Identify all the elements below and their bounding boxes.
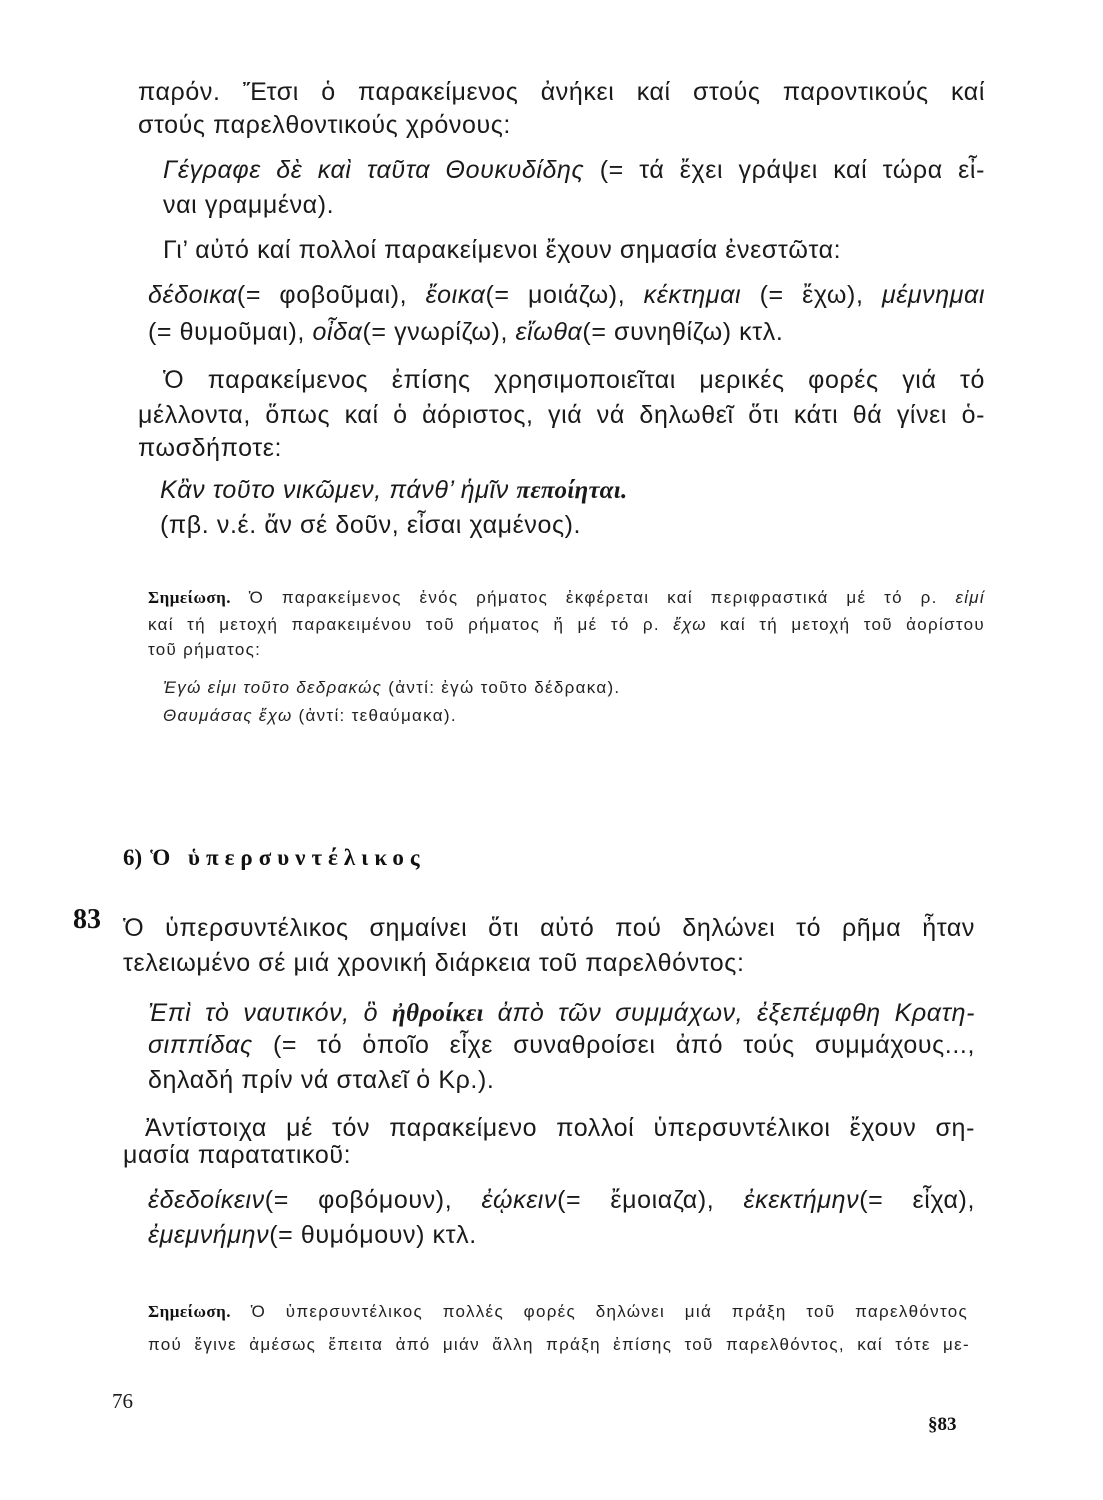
modern-greek-gloss: (= τά ἔχει γράψει καί τώρα εἶ- (599, 156, 985, 184)
modern-greek-gloss: (= τό ὁποῖο εἶχε συναθροίσει ἀπό τούς συμμάχους..., (272, 1031, 975, 1059)
perfect-note-line-1 (148, 587, 985, 609)
perfect-note-example-1 (163, 677, 620, 699)
future-use-line-3: πωσδήποτε: (138, 434, 283, 462)
ancient-greek-quote: Γέγραφε δὲ καὶ ταῦτα Θουκυδίδης (163, 156, 585, 184)
verb-gloss: (= ἔχω), (759, 281, 864, 309)
verb-form: ἐμεμνήμην (148, 1221, 270, 1249)
future-use-example (160, 475, 628, 506)
pluperfect-example-line-3: δηλαδή πρίν νά σταλεῖ ὁ Κρ.). (148, 1066, 495, 1094)
verb-form: οἶδα (312, 318, 363, 346)
paragraph-number: 83 (73, 904, 101, 935)
verb-gloss: (= γνωρίζω), (362, 318, 508, 346)
pluperfect-definition-line-1: Ὁ ὑπερσυντέλικος σημαίνει ὅτι αὐτό πού δηλώνει τό ρῆμα ἦταν (123, 914, 975, 942)
pluperfect-note-line-2: πού ἔγινε ἀμέσως ἔπειτα ἀπό μιάν ἄλλη πράξη ἐπίσης τοῦ παρελθόντος, καί τότε με- (148, 1335, 970, 1354)
present-meaning-intro: Γι’ αὐτό καί πολλοί παρακείμενοι ἔχουν σημασία ἐνεστῶτα: (163, 236, 842, 264)
pluperfect-example-line-1 (148, 998, 975, 1029)
future-use-comparison: (πβ. ν.έ. ἄν σέ δοῦν, εἶσαι χαμένος). (160, 511, 582, 539)
perfect-note-example-2 (163, 705, 457, 727)
perfect-example-line-2: ναι γραμμένα). (163, 191, 335, 219)
verb-gloss: (= φοβόμουν), (264, 1186, 453, 1214)
present-meaning-verbs-line-2 (148, 317, 783, 347)
note-label: Σημείωση. (148, 1302, 232, 1321)
verb-gloss: (= ἔμοιαζα), (557, 1186, 715, 1214)
verb-form: μέμνημαι (881, 281, 986, 309)
verb-form: εἴωθα (515, 318, 583, 346)
section-reference: §83 (928, 1414, 957, 1435)
note-text: Ὁ ὑπερσυντέλικος πολλές φορές δηλώνει μιά πράξη τοῦ παρελθόντος (250, 1302, 968, 1321)
ancient-greek-quote: Κἂν τοῦτο νικῶμεν, πάνθ’ ἡμῖν (160, 476, 509, 504)
section-number: 6) (123, 845, 143, 870)
verb-form: κέκτημαι (643, 281, 742, 309)
verb-form: ἔοικα (425, 281, 486, 309)
verb-gloss: (= συνηθίζω) κτλ. (582, 318, 784, 346)
perfect-note-line-2 (148, 614, 985, 636)
ancient-greek-quote: Ἐπὶ τὸ ναυτικόν, ὃ (148, 999, 379, 1027)
imperfect-meaning-verbs-line-2 (148, 1220, 477, 1250)
section-title: Ὁ ὑπερσυντέλικος (150, 845, 426, 870)
verb-gloss: (= θυμοῦμαι), (148, 318, 305, 346)
verb-gloss: (= θυμόμουν) κτλ. (269, 1221, 477, 1249)
imperfect-meaning-line-2: μασία παρατατικοῦ: (123, 1141, 352, 1169)
note-text: καί τή μετοχή παρακειμένου τοῦ ρήματος ἤ μέ τό ρ. (148, 615, 660, 634)
verb-form: ἐῴκειν (481, 1186, 558, 1214)
ancient-greek-quote: ἀπὸ τῶν συμμάχων, ἐξεπέμφθη Κρατη- (497, 999, 976, 1027)
highlighted-verb: ἠθροίκει (391, 1000, 484, 1027)
verb-form: ἐκεκτήμην (743, 1186, 860, 1214)
future-use-line-1: Ὁ παρακείμενος ἐπίσης χρησιμοποιεῖται μερικές φορές γιά τό (163, 366, 985, 394)
perfect-continuation-line-1: παρόν. Ἔτσι ὁ παρακείμενος ἀνήκει καί στούς παροντικούς καί (138, 78, 985, 106)
present-meaning-verbs-line-1 (148, 280, 985, 310)
note-gloss: (ἀντί: ἐγώ τοῦτο δέδρακα). (388, 678, 621, 697)
pluperfect-example-line-2 (148, 1030, 975, 1060)
verb-form: δέδοικα (148, 281, 237, 309)
perfect-continuation-line-2: στούς παρελθοντικούς χρόνους: (138, 111, 511, 139)
ancient-greek-quote: σιππίδας (148, 1031, 253, 1059)
imperfect-meaning-verbs-line-1 (148, 1185, 975, 1215)
verb-form: ἔχω (673, 615, 707, 634)
verb-gloss: (= εἶχα), (859, 1186, 976, 1214)
highlighted-verb: πεποίηται. (516, 477, 628, 504)
section-heading (123, 843, 426, 873)
ancient-greek-quote: Ἐγώ εἰμι τοῦτο δεδρακώς (163, 678, 383, 697)
verb-gloss: (= μοιάζω), (485, 281, 626, 309)
note-text: Ὁ παρακείμενος ἑνός ρήματος ἐκφέρεται καί περιφραστικά μέ τό ρ. (248, 588, 938, 607)
perfect-example-line-1 (163, 155, 985, 185)
imperfect-meaning-line-1: Ἀντίστοιχα μέ τόν παρακείμενο πολλοί ὑπερσυντέλικοι ἔχουν ση- (145, 1114, 975, 1142)
page-number: 76 (112, 1389, 133, 1413)
note-label: Σημείωση. (148, 588, 232, 607)
perfect-note-line-3: τοῦ ρήματος: (148, 640, 262, 659)
verb-gloss: (= φοβοῦμαι), (236, 281, 408, 309)
verb-form: εἰμί (955, 588, 985, 607)
ancient-greek-quote: Θαυμάσας ἔχω (163, 706, 293, 725)
note-gloss: (ἀντί: τεθαύμακα). (298, 706, 457, 725)
future-use-line-2: μέλλοντα, ὅπως καί ὁ ἀόριστος, γιά νά δηλωθεῖ ὅτι κάτι θά γίνει ὁ- (138, 401, 985, 429)
verb-form: ἐδεδοίκειν (148, 1186, 265, 1214)
pluperfect-note-line-1 (148, 1301, 968, 1323)
note-text: καί τή μετοχή τοῦ ἀορίστου (720, 615, 985, 634)
pluperfect-definition-line-2: τελειωμένο σέ μιά χρονική διάρκεια τοῦ παρελθόντος: (123, 949, 745, 977)
